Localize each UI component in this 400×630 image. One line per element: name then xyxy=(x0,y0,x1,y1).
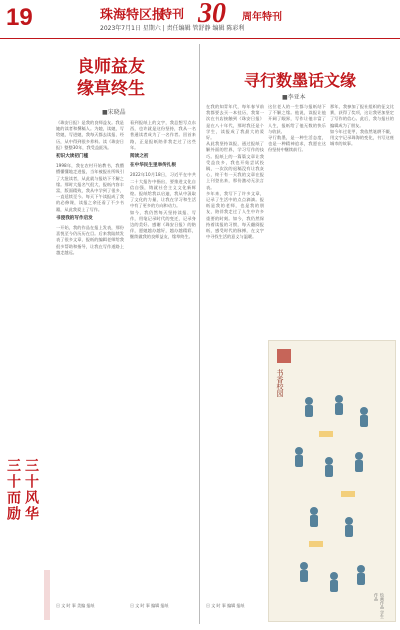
right-article-title: 寻行数墨话文缘 xyxy=(243,71,356,90)
paragraph: 看到报纸上的文字，我总想写点东西，也许就是这份坚持，我从一名普通读者成为了一名作者。回首来路，正是报纸陪伴我走过了这些年。 xyxy=(130,120,196,150)
right-article-column-1 xyxy=(206,104,264,619)
header-rule xyxy=(0,38,400,39)
decorative-bar xyxy=(44,570,50,620)
paragraph: 从此我坚持读报，通过报纸了解外面的世界，学习写作的技巧。报纸上的一篇篇文章让我受益良多，我也开始尝试投稿，一次次的退稿没有让我灰心，终于有一天我的文章在报上刊登出来，那份激动无法言表。 xyxy=(206,141,264,190)
paragraph: 《珠安日报》是我的良师益友。我是她的读者和撰稿人。为她，读她，写给她，写进她，我每天都去读报、经历，从中得到很多养料。读《珠安日报》整整30年，我受益匪浅。 xyxy=(56,120,124,150)
left-title-line1: 良师益友 xyxy=(77,57,145,77)
masthead-logo: 珠海特区报 xyxy=(100,8,166,23)
anniversary-label: 周年特刊 xyxy=(242,12,282,23)
left-article-column-2 xyxy=(130,120,196,595)
special-label: 特刊 xyxy=(160,7,185,21)
page-number: 19 xyxy=(6,4,33,31)
right-article-author: ■李亚本 xyxy=(282,94,306,101)
illustration-painting xyxy=(268,340,396,622)
column-divider xyxy=(199,44,200,624)
painting-figures xyxy=(269,341,396,622)
paragraph: 寻行数墨，是一种生活态度，也是一种精神追求，我愿在这份坚持中继续前行。 xyxy=(268,135,326,153)
left-editor-credit-2: 日 文 时 事 编辑 报纸 xyxy=(130,603,169,608)
paragraph: 多年来，我写下了许多文章，记录了生活中的点点滴滴。报纸是我的老师，也是我的朋友，陪伴我走过了人生中许多重要的时刻。如今，我仍然保持着读报的习惯，每天翻阅报纸，感受时代的脉搏，在文字中寻找生活的意义与温暖。 xyxy=(206,190,264,240)
left-article-title xyxy=(26,56,196,100)
slogan-line2: 三十而励 xyxy=(5,458,21,522)
paragraph: 2022年10月18日，习近平在中共二十大报告中指出，要推进文化自信自强，铸就社会主义文化新辉煌。报纸给我以启迪，我从中汲取了文化的力量，让我在学习和生活中有了更多的方向和动力。 xyxy=(130,172,196,209)
painting-caption: 绘画作品 学生作品 xyxy=(374,593,385,619)
paragraph: 1998年，我在农村开始教书，我懵懵懂懂地走进报，当年被报社所吸引了大批读者，从此就与报结下不解之缘。那时大报名气很大，报纸内容丰富，版面精致，我从中学到了很多，一直延续至今。每天下午读报成了我的必修课，读报之余还看了不少书籍，从此我爱上了写作。 xyxy=(56,163,124,212)
page-header xyxy=(0,0,400,40)
subheading: 书浸我的写作启发 xyxy=(56,215,93,221)
right-editor-credit: 日 文 时 事 编辑 报纸 xyxy=(206,603,245,608)
left-article-author: ■宋晓晶 xyxy=(102,109,126,116)
right-article-column-3 xyxy=(330,104,394,336)
paragraph: 在我的知青年代，每年春节前我都要去买一本挂历，我第一次在书店接触到《珠安日报》是在八十年代，那时我还是个学生，读报成了我最大的爱好。 xyxy=(206,104,264,141)
left-article-column-1 xyxy=(56,120,124,595)
dateline: 2023年7月1日 星期六 | 责任编辑 管舒静 编辑 陈彩利 xyxy=(100,25,245,32)
subheading: 在中华民生里举传扎根 xyxy=(130,163,176,169)
subheading: 初识大读初门槛 xyxy=(56,154,89,160)
anniversary-number: 30 xyxy=(198,0,226,29)
slogan-line1: 三十风华 xyxy=(23,458,39,522)
left-title-line2: 缘草终生 xyxy=(77,79,145,99)
painting-title: 书香校园 xyxy=(276,369,284,397)
right-article-column-2 xyxy=(268,104,326,336)
paragraph: 那年，我参加了报社组织的征文比赛，获得了奖项，这让我更加坚定了写作的信心。此后，我与报社的编辑成为了朋友。 xyxy=(330,104,394,128)
paragraph: 如今，我仍然每天坚持读报、写作，用笔记录时代的变迁，记录身边的美好。感谢《珠安日报》的陪伴，愿她越办越好，越办越精彩，继续做我的良师益友，缘草终生。 xyxy=(130,209,196,240)
vertical-slogan xyxy=(4,458,40,603)
subheading: 阅读之初 xyxy=(130,154,149,160)
paragraph: 这位老人的一生都与报纸结下了不解之缘。他说，读报让他开阔了眼界，写作让他丰富了人生，报纸给了他无数的快乐与收获。 xyxy=(268,104,326,134)
paragraph: 如今年过花甲，我依然笔耕不辍，用文字记录珠海的变化，书写这座城市的故事。 xyxy=(330,128,394,147)
paragraph: 一开始，我的作品在报上发表，那份喜悦至今仍历历在目。后来我陆续发表了很多文章，报纸的编辑老师给我很多帮助和指导，让我在写作道路上越走越远。 xyxy=(56,225,124,255)
left-editor-credit: 日 文 时 事 美编 报纸 xyxy=(56,603,95,608)
